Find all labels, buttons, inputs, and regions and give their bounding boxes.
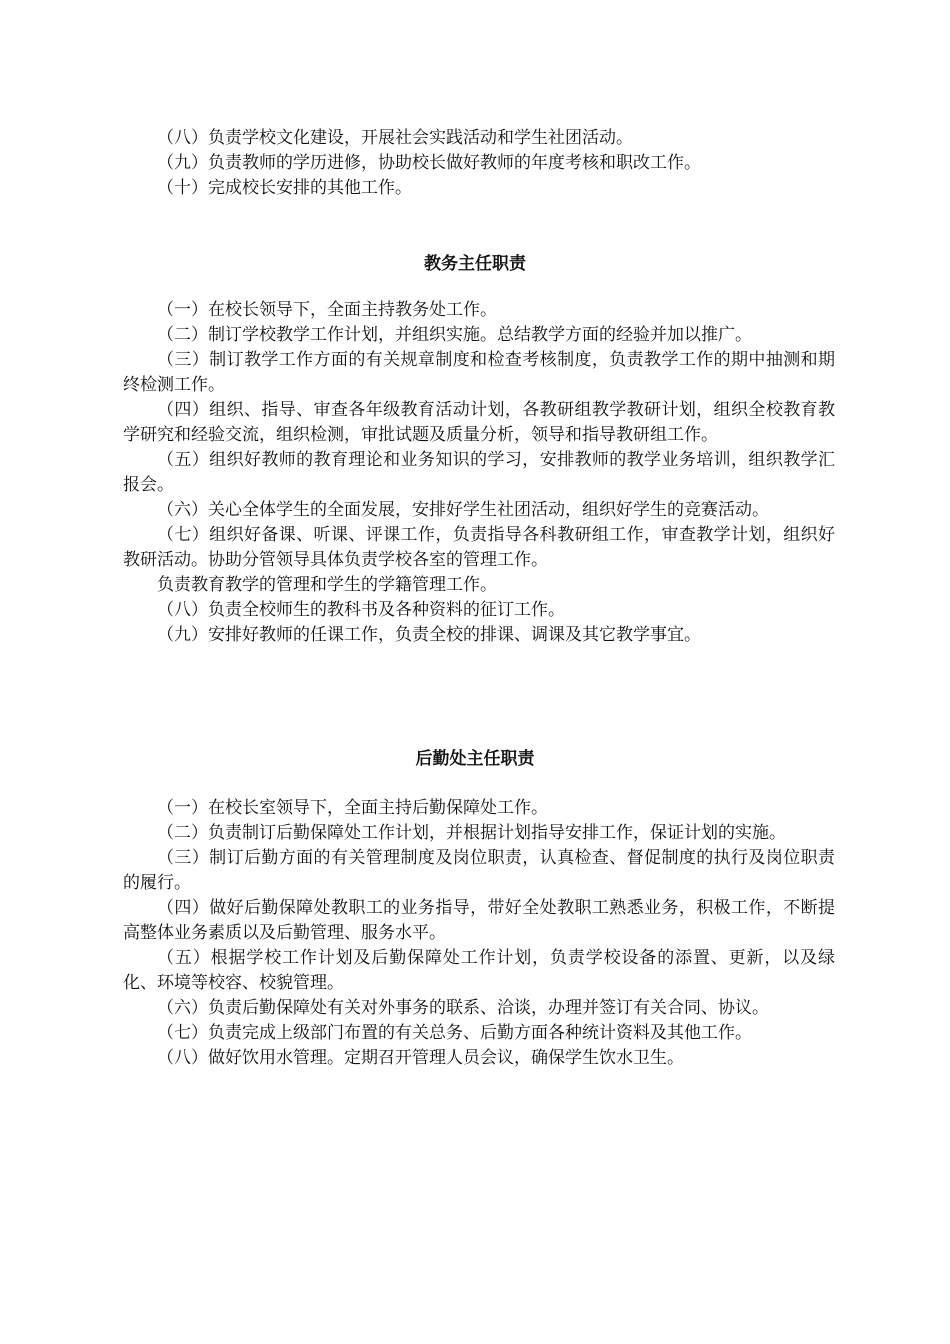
list-item: （五）组织好教师的教育理论和业务知识的学习，安排教师的教学业务培训，组织教学汇报会。 <box>123 450 835 495</box>
list-item: （六）关心全体学生的全面发展，安排好学生社团活动，组织好学生的竞赛活动。 <box>157 500 769 520</box>
list-item: （八）负责全校师生的教科书及各种资料的征订工作。 <box>157 600 565 620</box>
intro-items <box>123 126 835 201</box>
list-item: （三）制订后勤方面的有关管理制度及岗位职责，认真检查、督促制度的执行及岗位职责的履行。 <box>123 848 835 893</box>
section-logistics-director-items <box>123 796 835 1071</box>
list-item: （五）根据学校工作计划及后勤保障处工作计划，负责学校设备的添置、更新，以及绿化、环境等校容、校貌管理。 <box>123 948 835 993</box>
list-item: （四）做好后勤保障处教职工的业务指导，带好全处教职工熟悉业务，积极工作，不断提高整体业务素质以及后勤管理、服务水平。 <box>123 898 835 943</box>
list-item: （九）安排好教师的任课工作，负责全校的排课、调课及其它教学事宜。 <box>157 625 701 645</box>
list-item: （七）组织好备课、听课、评课工作，负责指导各科教研组工作，审查教学计划，组织好教研活动。协助分管领导具体负责学校各室的管理工作。 <box>123 525 835 570</box>
list-item: （一）在校长室领导下，全面主持后勤保障处工作。 <box>157 798 548 818</box>
list-item: （六）负责后勤保障处有关对外事务的联系、洽谈，办理并签订有关合同、协议。 <box>157 998 769 1018</box>
list-item: （八）负责学校文化建设，开展社会实践活动和学生社团活动。 <box>157 128 633 148</box>
list-item: （四）组织、指导、审查各年级教育活动计划，各教研组教学教研计划，组织全校教育教学研究和经验交流，组织检测，审批试题及质量分析，领导和指导教研组工作。 <box>123 400 835 445</box>
section-title-academic-director: 教务主任职责 <box>424 254 526 274</box>
list-item: （八）做好饮用水管理。定期召开管理人员会议，确保学生饮水卫生。 <box>157 1048 684 1068</box>
list-item: （七）负责完成上级部门布置的有关总务、后勤方面各种统计资料及其他工作。 <box>157 1023 752 1043</box>
list-item: （二）制订学校教学工作计划，并组织实施。总结教学方面的经验并加以推广。 <box>157 325 752 345</box>
section-academic-director-items <box>123 298 835 648</box>
list-item: （九）负责教师的学历进修，协助校长做好教师的年度考核和职改工作。 <box>157 153 701 173</box>
list-item: （十）完成校长安排的其他工作。 <box>157 178 412 198</box>
list-item: 负责教育教学的管理和学生的学籍管理工作。 <box>157 575 497 595</box>
list-item: （一）在校长领导下，全面主持教务处工作。 <box>157 300 497 320</box>
list-item: （二）负责制订后勤保障处工作计划，并根据计划指导安排工作，保证计划的实施。 <box>157 823 786 843</box>
section-title-logistics-director: 后勤处主任职责 <box>415 749 535 769</box>
list-item: （三）制订教学工作方面的有关规章制度和检查考核制度，负责教学工作的期中抽测和期终检测工作。 <box>123 350 835 395</box>
